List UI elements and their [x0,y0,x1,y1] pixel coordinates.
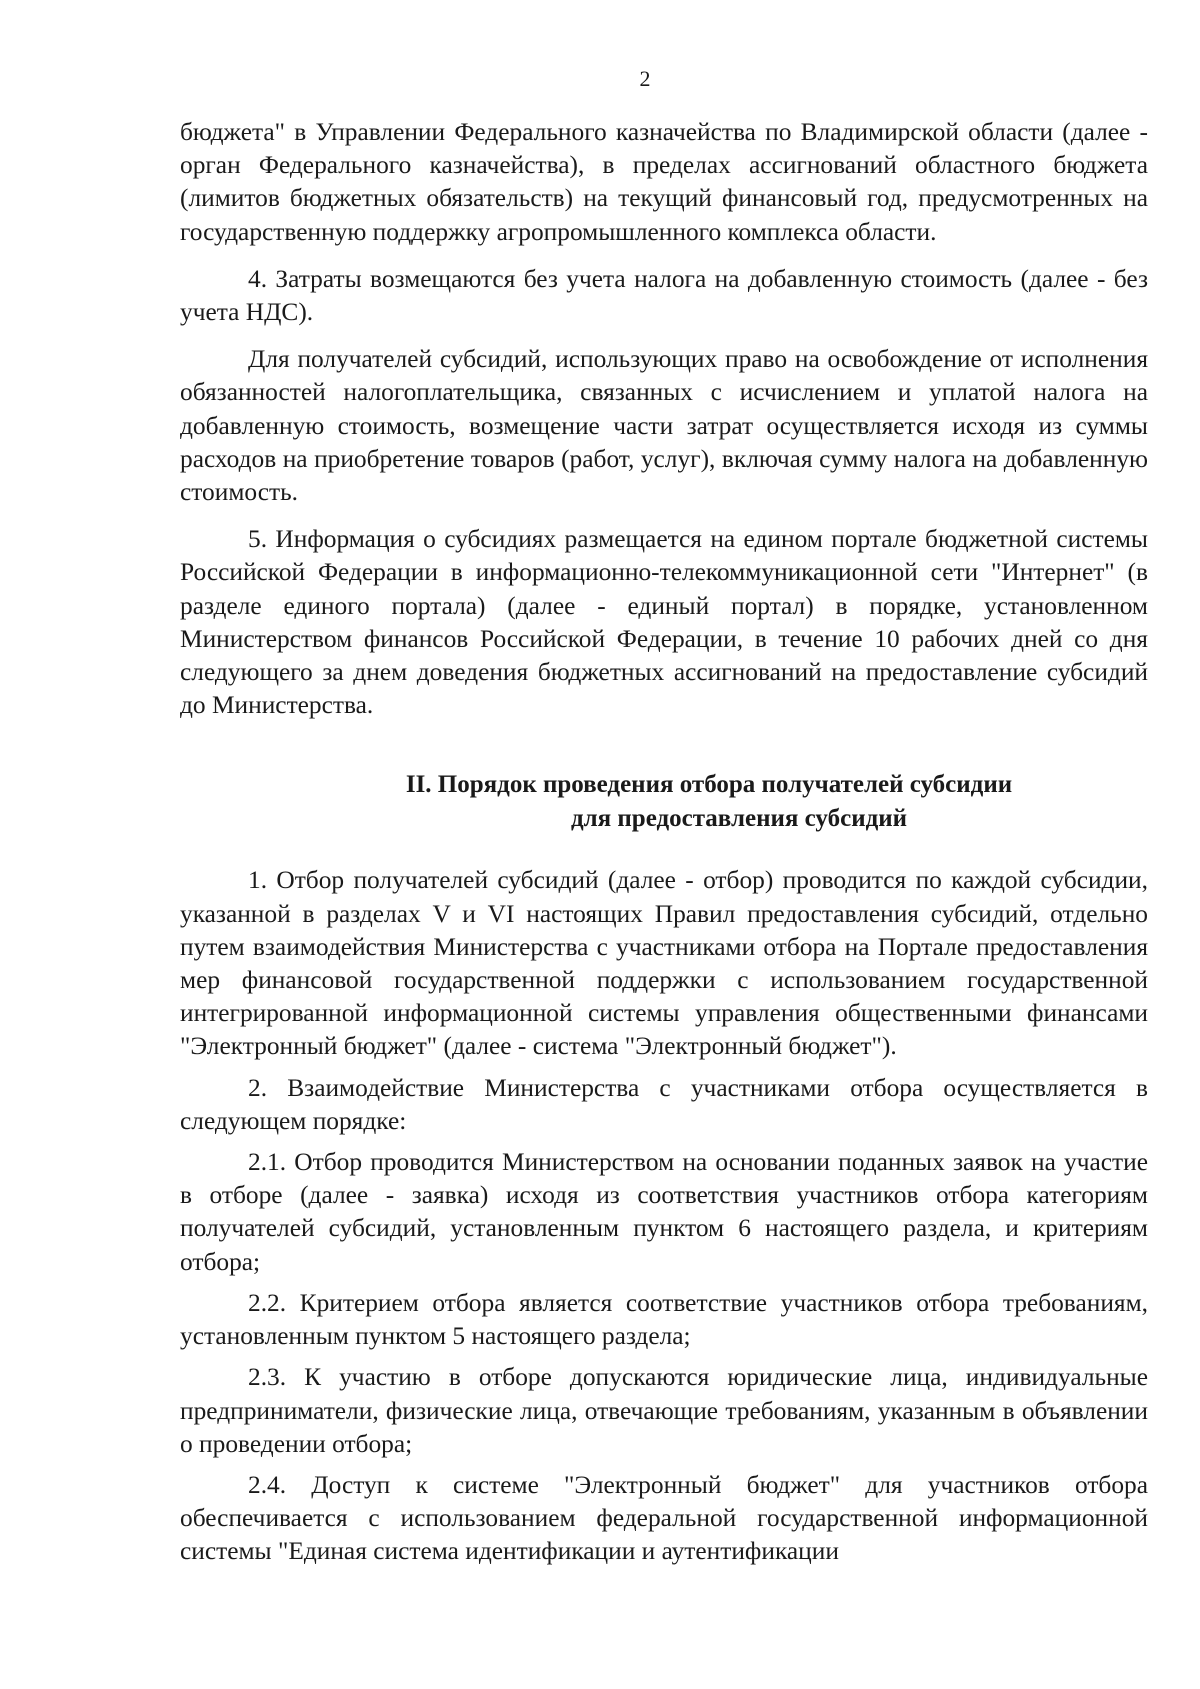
paragraph: 4. Затраты возмещаются без учета налога на добавленную стоимость (далее - без учета НДС). [180,264,1148,327]
paragraph: 2. Взаимодействие Министерства с участниками отбора осуществляется в следующем порядке: [180,1073,1148,1135]
paragraph: бюджета" в Управлении Федерального казначейства по Владимирской области (далее - орган Федерального казначейства), в пределах ассигнований областного бюджета (лимитов бюджетных обязательств) на текущий финансовый год, предусмотренных на государственную поддержку агропромышленного комплекса области. [180,118,1148,246]
paragraph: 2.3. К участию в отборе допускаются юридические лица, индивидуальные предприниматели, физические лица, отвечающие требованиям, указанным в объявлении о проведении отбора; [180,1363,1148,1458]
section-heading-line1: II. Порядок проведения отбора получателей субсидии [405,771,1013,799]
section-heading-line2: для предоставления субсидий [570,805,908,833]
paragraph: Для получателей субсидий, использующих право на освобождение от исполнения обязанностей налогоплательщика, связанных с исчислением и уплатой налога на добавленную стоимость, возмещение части затрат осуществляется исходя из суммы расходов на приобретение товаров (работ, услуг), включая сумму налога на добавленную стоимость. [180,345,1148,507]
document-body [180,116,1148,1569]
paragraph: 2.4. Доступ к системе "Электронный бюджет" для участников отбора обеспечивается с использованием федеральной государственной информационной системы "Единая система идентификации и аутентификации [180,1470,1148,1566]
paragraph: 2.1. Отбор проводится Министерством на основании поданных заявок на участие в отборе (далее - заявка) исходя из соответствия участников отбора категориям получателей субсидий, установленным пунктом 6 настоящего раздела, и критериям отбора; [180,1148,1148,1276]
section-heading [180,768,1148,836]
page-number: 2 [639,66,651,91]
paragraph: 1. Отбор получателей субсидий (далее - отбор) проводится по каждой субсидии, указанной в разделах V и VI настоящих Правил предоставления субсидий, отдельно путем взаимодействия Министерства с участниками отбора на Портале предоставления мер финансовой государственной поддержки с использованием государственной интегрированной информационной системы управления общественными финансами "Электронный бюджет" (далее - система "Электронный бюджет"). [180,866,1148,1061]
paragraph: 2.2. Критерием отбора является соответствие участников отбора требованиям, установленным пунктом 5 настоящего раздела; [180,1288,1148,1351]
paragraph: 5. Информация о субсидиях размещается на едином портале бюджетной системы Российской Федерации в информационно-телекоммуникационной сети "Интернет" (в разделе единого портала) (далее - единый портал) в порядке, установленном Министерством финансов Российской Федерации, в течение 10 рабочих дней со дня следующего за днем доведения бюджетных ассигнований на предоставление субсидий до Министерства. [180,525,1148,720]
